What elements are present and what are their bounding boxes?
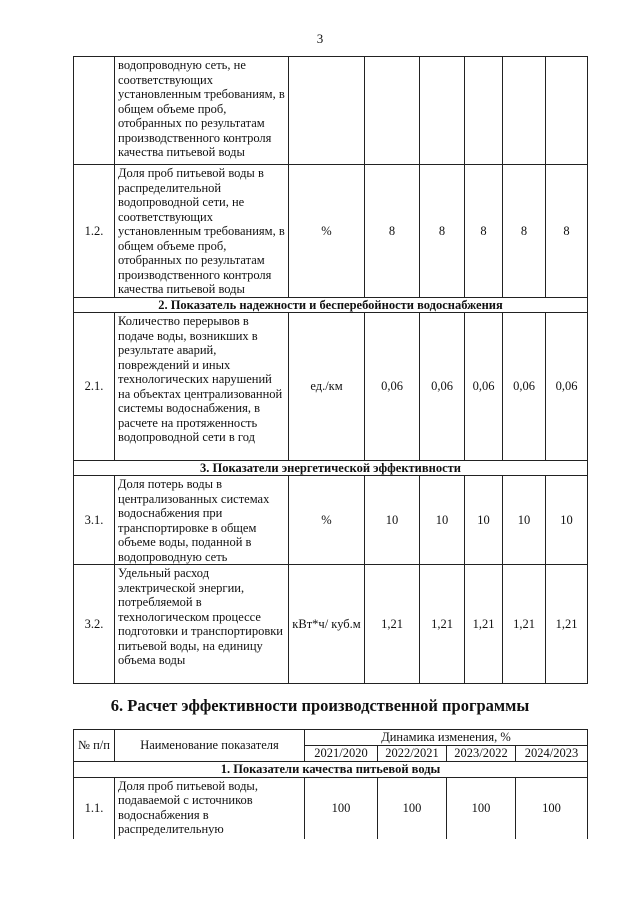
table-row (74, 313, 588, 461)
unit-cell: % (289, 476, 365, 565)
unit-cell: ед./км (289, 313, 365, 461)
value-cell: 1,21 (503, 565, 546, 684)
indicator-name: Доля проб питьевой воды, подаваемой с источников водоснабжения в распределительную (115, 777, 305, 839)
value-cell: 0,06 (365, 313, 420, 461)
header-name: Наименование показателя (115, 730, 305, 762)
value-cell: 0,06 (503, 313, 546, 461)
efficiency-table (73, 729, 588, 839)
value-cell: 100 (378, 777, 447, 839)
section-title: 3. Показатели энергетической эффективности (74, 461, 588, 476)
header-dynamics: Динамика изменения, % (305, 730, 588, 746)
value-cell: 8 (546, 165, 588, 298)
value-cell: 100 (447, 777, 516, 839)
table-row (74, 165, 588, 298)
value-cell: 100 (305, 777, 378, 839)
row-number: 1.2. (74, 165, 115, 298)
indicator-name: Доля проб питьевой воды в распределительной водопроводной сети, не соответствующих установленным требованиям, в общем объеме проб, отобранных по результатам производственного контроля качества питьевой воды (115, 165, 289, 298)
table-row (74, 777, 588, 839)
value-cell (503, 57, 546, 165)
header-num: № п/п (74, 730, 115, 762)
value-cell: 10 (503, 476, 546, 565)
value-cell: 0,06 (465, 313, 503, 461)
value-cell: 1,21 (420, 565, 465, 684)
unit-cell: кВт*ч/ куб.м (289, 565, 365, 684)
row-number: 3.2. (74, 565, 115, 684)
value-cell (365, 57, 420, 165)
value-cell: 1,21 (465, 565, 503, 684)
table-row (74, 476, 588, 565)
value-cell: 8 (365, 165, 420, 298)
unit-cell (289, 57, 365, 165)
row-number: 1.1. (74, 777, 115, 839)
value-cell: 10 (420, 476, 465, 565)
value-cell (465, 57, 503, 165)
header-period: 2021/2020 (305, 746, 378, 762)
indicator-name: Количество перерывов в подаче воды, возникших в результате аварий, повреждений и иных технологических нарушений на объектах централизованной системы водоснабжения, в расчете на протяженность водопроводной сети в год (115, 313, 289, 461)
table-row (74, 57, 588, 165)
value-cell (546, 57, 588, 165)
value-cell: 8 (503, 165, 546, 298)
section-row (74, 298, 588, 313)
value-cell: 1,21 (365, 565, 420, 684)
indicator-name: водопроводную сеть, не соответствующих установленным требованиям, в общем объеме проб, отобранных по результатам производственного контроля качества питьевой воды (115, 57, 289, 165)
value-cell: 1,21 (546, 565, 588, 684)
unit-cell: % (289, 165, 365, 298)
value-cell: 0,06 (546, 313, 588, 461)
page-number: 3 (316, 31, 324, 46)
indicators-table (73, 56, 588, 684)
header-row (74, 730, 588, 746)
row-number: 3.1. (74, 476, 115, 565)
value-cell (420, 57, 465, 165)
value-cell: 0,06 (420, 313, 465, 461)
indicator-name: Доля потерь воды в централизованных системах водоснабжения при транспортировке в общем объеме воды, поданной в водопроводную сеть (115, 476, 289, 565)
value-cell: 10 (365, 476, 420, 565)
table-row (74, 565, 588, 684)
value-cell: 8 (420, 165, 465, 298)
value-cell: 10 (465, 476, 503, 565)
header-period: 2022/2021 (378, 746, 447, 762)
value-cell: 8 (465, 165, 503, 298)
indicator-name: Удельный расход электрической энергии, потребляемой в технологическом процессе подготовки и транспортировки питьевой воды, на единицу объема воды (115, 565, 289, 684)
section-row (74, 761, 588, 777)
header-period: 2024/2023 (516, 746, 588, 762)
row-number (74, 57, 115, 165)
section-row (74, 461, 588, 476)
value-cell: 10 (546, 476, 588, 565)
row-number: 2.1. (74, 313, 115, 461)
section-title: 1. Показатели качества питьевой воды (74, 761, 588, 777)
section-title: 2. Показатель надежности и бесперебойности водоснабжения (74, 298, 588, 313)
section-heading: 6. Расчет эффективности производственной программы (110, 696, 530, 715)
value-cell: 100 (516, 777, 588, 839)
header-period: 2023/2022 (447, 746, 516, 762)
